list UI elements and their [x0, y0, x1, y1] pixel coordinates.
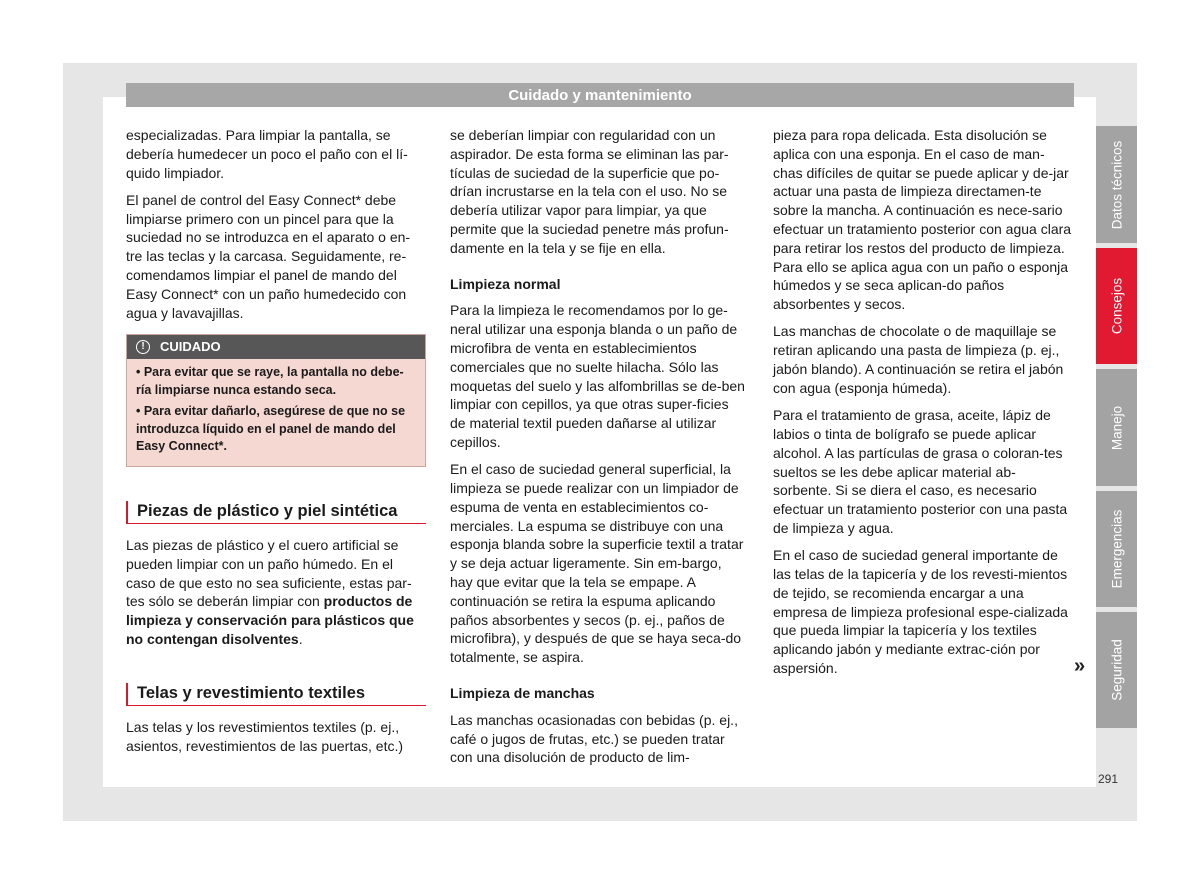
paragraph: se deberían limpiar con regularidad con un aspirador. De esta forma se eliminan las par-tículas de suciedad de la superficie que po-drían incrustarse en la tela con el uso. No se debería utilizar vapor para limpiar, ya que permite que la suciedad penetre más profun-damente en la tela y se fije en ella. [450, 127, 729, 256]
tab-label: Datos técnicos [1109, 140, 1124, 229]
caution-title: CUIDADO [160, 339, 221, 355]
section-heading: Piezas de plástico y piel sintética [126, 501, 426, 524]
paragraph-text: . [298, 630, 303, 647]
paragraph: pieza para ropa delicada. Esta disolución se aplica con una esponja. En el caso de man-chas difíciles de quitar se puede aplicar y de-jar actuar una pasta de limpieza directamen-te sobre la mancha. A continuación es nece-sario efectuar un tratamiento posterior con agua clara para retirar los restos del producto de limpieza. Para ello se aplica agua con un paño o esponja húmedos y se seca aplican-do paños absorbentes y secos. [773, 127, 1072, 313]
tab-seguridad[interactable] [1096, 612, 1137, 728]
chapter-header: Cuidado y mantenimiento [126, 83, 1074, 107]
caution-header [127, 335, 425, 359]
caution-item: • Para evitar que se raye, la pantalla no debe-ría limpiarse nunca estando seca. [136, 365, 404, 397]
column-3 [773, 126, 1073, 686]
tab-label: Consejos [1109, 277, 1124, 335]
subheading: Limpieza normal [450, 275, 561, 292]
paragraph: Para la limpieza le recomendamos por lo ge-neral utilizar una esponja blanda o un paño de microfibra de venta en establecimientos comerciales que no suelte hilacha. Sólo las moquetas del suelo y las alfombrillas se de-ben limpiar con cepillos, ya que otras super-ficies de material textil pueden dañarse al utilizar cepillos. [450, 302, 745, 450]
column-1 [126, 126, 426, 764]
page-number: 291 [1098, 772, 1119, 786]
paragraph: El panel de control del Easy Connect* debe limpiarse primero con un pincel para que la suciedad no se introduzca en el aparato o en-tre las teclas y la carcasa. Seguidamente, re-comendamos limpiar el panel de mando del Easy Connect* con un paño humedecido con agua y lavavajillas. [126, 191, 411, 321]
paragraph: especializadas. Para limpiar la pantalla, se debería humedecer un poco el paño con el lí-quido limpiador. [126, 127, 408, 181]
paragraph: En el caso de suciedad general superficial, la limpieza se puede realizar con un limpiador de espuma de venta en establecimientos co-merciales. La espuma se distribuye con una esponja blanda sobre la superficie textil a tratar y se deja actuar ligeramente. Sin em-bargo, hay que evitar que la tela se empape. A continuación se retira la espuma aplicando paños absorbentes y secos (p. ej., paños de microfibra), y después de que se haya seca-do totalmente, se aspira. [450, 461, 744, 666]
paragraph-text: Las piezas de plástico y el cuero artificial se pueden limpiar con un paño húmedo. En el caso de que esto no sea suficiente, estas par-tes sólo se deberán limpiar con [126, 536, 412, 610]
caution-box [126, 334, 426, 467]
tab-emergencias[interactable] [1096, 491, 1137, 607]
emphasis-text: productos de limpieza y conservación para plásticos que no contengan disolventes [126, 593, 414, 647]
paragraph: Las telas y los revestimientos textiles (p. ej., asientos, revestimientos de las puertas, etc.) [126, 718, 404, 754]
paragraph: Las manchas ocasionadas con bebidas (p. ej., café o jugos de frutas, etc.) se pueden tratar con una disolución de producto de lim- [450, 711, 738, 766]
tab-label: Manejo [1109, 405, 1124, 450]
caution-body [127, 359, 425, 466]
paragraph: Las manchas de chocolate o de maquillaje se retiran aplicando una pasta de limpieza (p. ej., jabón blando). A continuación se retira el jabón con agua (esponja húmeda). [773, 323, 1064, 396]
column-2 [450, 126, 748, 776]
continue-chevron-icon: » [1074, 655, 1086, 677]
tab-label: Emergencias [1109, 509, 1124, 589]
paragraph: En el caso de suciedad general importante de las telas de la tapicería y de los revesti-mientos de tejido, se recomienda encargar a una empresa de limpieza profesional espe-cializada que pueda limpiar la tapicería y los textiles aplicando jabón y mediante extrac-ción por aspersión. [773, 547, 1068, 677]
tab-datos-tecnicos[interactable] [1096, 126, 1137, 243]
paragraph [126, 536, 426, 649]
tab-consejos[interactable] [1096, 248, 1137, 364]
paragraph: Para el tratamiento de grasa, aceite, lápiz de labios o tinta de bolígrafo se puede aplicar alcohol. A las partículas de grasa o coloran-tes sueltos se les debe aplicar material ab-sorbente. Si se diera el caso, es necesario efectuar un tratamiento posterior con una pasta de limpieza y agua. [773, 407, 1068, 536]
warning-icon: ! [136, 340, 150, 354]
caution-item: • Para evitar dañarlo, asegúrese de que no se introduzca líquido en el panel de mando del Easy Connect*. [136, 404, 406, 454]
subheading: Limpieza de manchas [450, 685, 595, 702]
tab-label: Seguridad [1109, 639, 1124, 701]
tab-manejo[interactable] [1096, 369, 1137, 486]
section-heading: Telas y revestimiento textiles [126, 683, 426, 706]
